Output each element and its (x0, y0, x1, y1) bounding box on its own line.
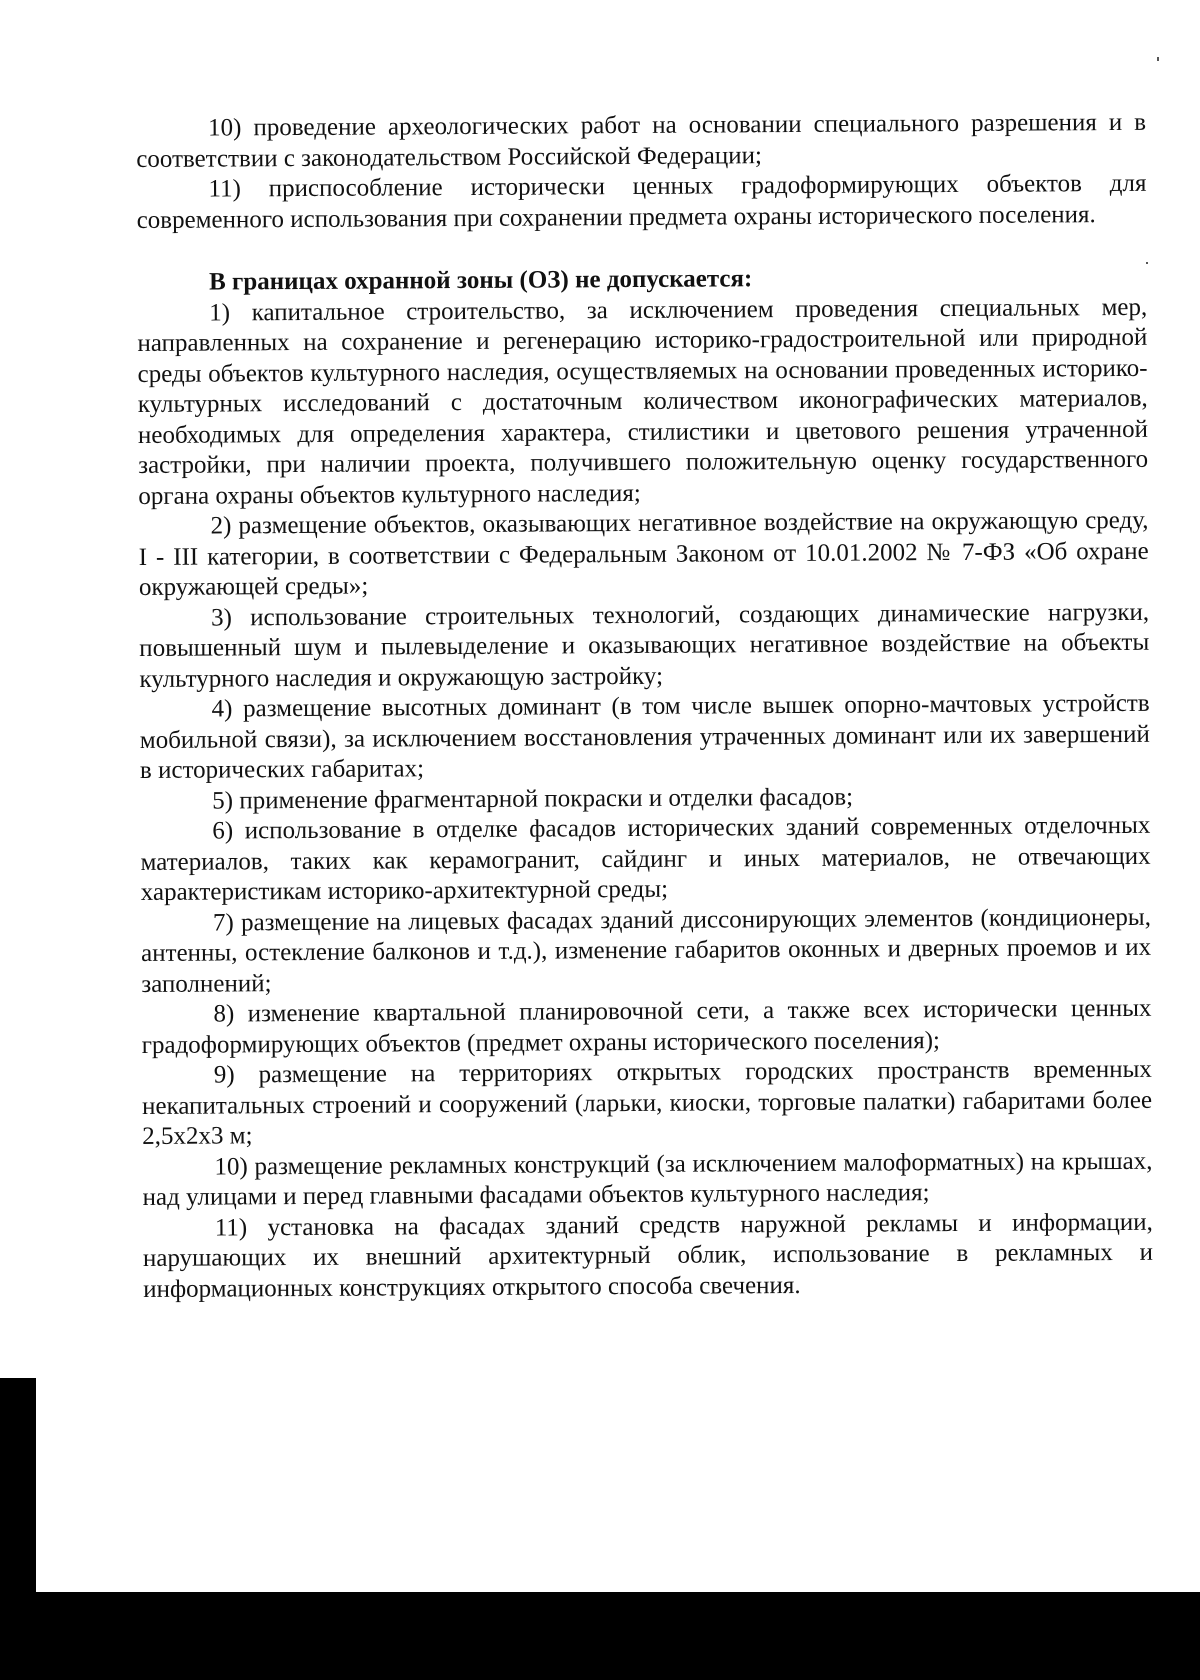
restriction-item-1: 1) капитальное строительство, за исключением проведения специальных мер, направленных на сохранение и регенерацию историко-градостроительной или природной среды объектов культурного наследия, осуществляемых на основании проведенных историко-культурных исследований с достаточным количеством иконографических материалов, необходимых для определения характера, стилистики и цветового решения утраченной застройки, при наличии проекта, получившего положительную оценку государственного органа охраны объектов культурного наследия; (137, 293, 1149, 510)
document-body (136, 108, 1153, 1305)
section-heading: В границах охранной зоны (ОЗ) не допускается: (208, 265, 753, 296)
scan-shadow-left (0, 1378, 36, 1592)
restriction-item-2: 2) размещение объектов, оказывающих негативное воздействие на окружающую среду, I - III категории, в соответствии с Федеральным Законом от 10.01.2002 № 7-ФЗ «Об охране окружающей среды»; (138, 506, 1149, 601)
restriction-item-11: 11) установка на фасадах зданий средств наружной рекламы и информации, нарушающих их внешний архитектурный облик, использование в рекламных и информационных конструкциях открытого способа свечения. (142, 1208, 1154, 1303)
restriction-item-6: 6) использование в отделке фасадов исторических зданий современных отделочных материалов, таких как керамогранит, сайдинг и иных материалов, не отвечающих характеристикам историко-архитектурной среды; (140, 811, 1151, 906)
restriction-item-9: 9) размещение на территориях открытых городских пространств временных некапитальных строений и сооружений (ларьки, киоски, торговые палатки) габаритами более 2,5х2х3 м; (141, 1055, 1153, 1150)
restriction-item-5: 5) применение фрагментарной покраски и отделки фасадов; (212, 783, 854, 815)
intro-item-11: 11) приспособление исторически ценных градоформирующих объектов для современного использования при сохранении предмета охраны исторического поселения. (136, 169, 1147, 234)
restriction-item-3: 3) использование строительных технологий, создающих динамические нагрузки, повышенный шум и пылевыделение и оказывающих негативное воздействие на объекты культурного наследия и окружающую застройку; (139, 598, 1150, 693)
restriction-item-10: 10) размещение рекламных конструкций (за исключением малоформатных) на крышах, над улицами и перед главными фасадами объектов культурного наследия; (142, 1147, 1153, 1211)
scan-speck (1157, 57, 1159, 61)
intro-item-10: 10) проведение археологических работ на основании специального разрешения и в соответствии с законодательством Российской Федерации; (136, 108, 1147, 173)
restriction-item-4: 4) размещение высотных доминант (в том числе вышек опорно-мачтовых устройств мобильной связи), за исключением восстановления утраченных доминант или их завершений в исторических габаритах; (139, 689, 1150, 784)
restriction-item-7: 7) размещение на лицевых фасадах зданий диссонирующих элементов (кондиционеры, антенны, остекление балконов и т.д.), изменение габаритов оконных и дверных проемов и их заполнений; (141, 903, 1152, 998)
scan-shadow-bottom (0, 1592, 1200, 1680)
restriction-item-8: 8) изменение квартальной планировочной сети, а также всех исторически ценных градоформирующих объектов (предмет охраны исторического поселения); (141, 994, 1152, 1059)
